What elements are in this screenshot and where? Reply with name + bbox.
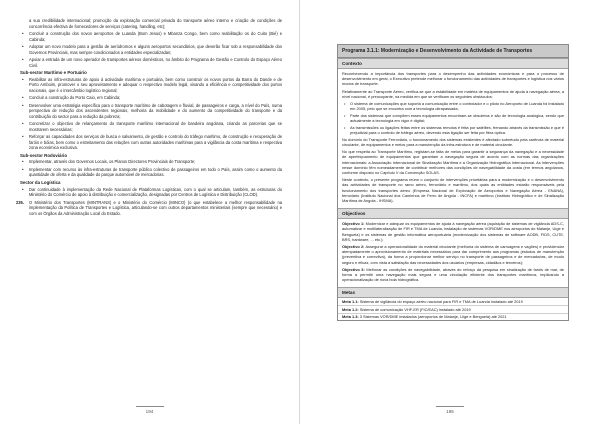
context-paragraph: No domínio do Transporte Ferroviário, o funcionamento dos sistemas existentes é afectado sobretudo pela carência de material circulante, de equipamentos e meios para a manutenção da infra-estrutura e de material circulante. [342,136,564,147]
context-paragraph: No que respeita ao Transporte Marítimo, registam-se falta de meios para garantir a segurança da navegação e a necessidade de aperfeiçoamento de equipamentos que garantam a navegação segura de acordo com as normas das organizações internacionais: a Associação Internacional de Sinalização Marítima e a Organização Hidrográfica Internacional. As intervenções nesse domínio têm nomeadamente de contribuir melhores das condições de navegabilidade da costa (em termos angolanos, conforme disposto no Capítulo V da Convenção SOLAS. [342,149,564,175]
objective-item: Objectivo 2: Assegurar a operacionalidade do material circulante (melhoria do sistema de carruagens e vagões) e providenciar atempadamente o aprovisionamento de materiais necessários para dar cumprimento aos programas (estudos de manutenção (preventiva e correctiva), da forma a proporcionar melhor serviço no transporte de passageiros e de mercadorias, de modo seguro e eficaz, com vista à satisfação das necessidades dos usuários (empresas, cidadãos e terceiros); [342,243,564,265]
section-heading-metas: Metas [338,287,568,298]
metas-list [338,298,568,320]
bullet-icon: • [22,56,24,62]
bullet-icon: • [22,166,24,172]
section-heading-contexto: Contexto [338,58,568,69]
bullet-icon: • [22,121,24,127]
bullet-item: • Adoptar um novo modelo para a gestão de aeródromos e alguns aeroportos secundários, que deverão ficar sob a responsabilidade dos Governos Provinciais, mas sempre condicionados a entidades especializadas; [22,43,282,55]
paragraph-text: O Ministério dos Transportes (MINTRANS) e o Ministério do Comércio (MINCO) (o que estabelece a melhor responsabilidade na implementação da Política de Transportes e Logística, articulando-se com outros departamentos ministeriais (sempre que necessário) e com os Órgãos da Administração Local do Estado. [29,199,282,216]
context-paragraph: Neste contexto, o presente programa reúne o conjunto de intervenções prioritárias para a modernização e o desenvolvimento das actividades de transporte no ramo aéreo, ferroviário e marítimo, dos quais as entidades estarão responsáveis pela funcionamento dos transportes aéreo (Empresa Nacional de Exploração de Aeroportos e Navegação Aérea - ENANA), ferroviário (Instituto Nacional dos Caminhos de Ferro de Angola - INCFA) e marítimo (Instituto Hidrográfico e de Sinalização Marítima de Angola - IHSMA). [342,177,564,203]
footer-rule [136,406,164,407]
meta-item: Meta 1.2: Sistema de comunicação VHF-ER (FIC/EAC) instalado até 2019 [338,306,568,314]
section-heading-objectivos: Objectivos [338,208,568,219]
right-page-footer [300,406,600,414]
context-bullet: • O sistema de comunicações que suporta a comunicação entre o controlador e o piloto no Aeroporto de Luanda foi instalado em 2005, pelo que se encontra com a tecnologia ultrapassada; [344,101,564,112]
bullet-icon: • [22,186,24,192]
intro-continuation: a sua credibilidade internacional; promoção da exploração comercial privada do transporte aéreo interno e criação de condições de concorrência efectiva de fornecedores de serviços (catering, handling, etc); [29,18,282,29]
meta-item: Meta 1.1: Sistema de vigilância do espaço aéreo nacional para FIR e TMA de Luanda instalado até 2019 [338,298,568,306]
context-bullet: • Parte dos sistemas que compõem esses equipamentos encontram-se obsoletos e são de tecnologia analógica, sendo que actualmente a tecnologia em vigor é digital; [344,112,564,124]
bullet-icon: • [344,124,346,130]
bullet-icon: • [22,95,24,101]
bullet-icon: • [22,76,24,82]
bullet-icon: • [344,112,346,118]
section-heading-maritimo: Sub-sector Marítimo e Portuário [20,70,87,76]
contexto-body [338,69,568,208]
context-paragraph: Reconhecendo a importância dos transportes para o desempenho das actividades económicas e para o processo de desenvolvimento em geral, o Executivo pretende melhorar o funcionamento das actividades de transportes e logística nos vários modos de transporte. [342,71,564,87]
program-box [337,44,569,321]
bullet-icon: • [22,159,24,165]
bullet-icon: • [22,134,24,140]
bullet-item: • Reforçar as capacidades dos serviços de busca e salvamento, de gestão e controlo do tráfego marítimo, de construção e recuperação de faróis e bóias, bem como o estreitamento das relações com outras autoridades marítimas para a vigilância da costa marítima e respectiva zona económica exclusiva. [22,134,282,151]
meta-item: Meta 1.3: 3 Sistemas VOR/DME instalados (aeroportos de Malanje, Uíge e Benguela) até 2021 [342,314,507,320]
bullet-icon: • [22,43,24,49]
objective-item: Objectivo 3: Melhorar as condições de navegabilidade, através do reforço da pesquisa em sinalização de faróis de mar, de forma a permitir uma navegação mais segura e uma circulação eficiente dos transportes marítimos, implicando a operacionalização de nova boia hidrográfica. [342,266,564,283]
context-paragraph: Relativamente ao Transporte Aéreo, verifica-se que a estabilidade em matéria de equipamentos de ajuda à navegação aérea, a nível nacional, é preocupante, na medida em que se verificam os seguintes obstáculos: [342,88,564,99]
bullet-item: • Reabilitar as infra-estruturas de apoio à actividade marítima e portuária, bem como construir os novos portos da Barra do Dande e de Porto Amboim, promover o seu aproveitamento e adequar o respectivo modelo legal, visando a eficiência e competitividade dos portos nacionais, que é o intercâmbio logístico regional; [22,76,282,93]
page-number: 195 [446,409,454,414]
bullet-item: • Concluir a construção do Porto Caio, em Cabinda; [22,95,121,101]
footer-rule [436,406,464,407]
bullet-item: • Implementar, através dos Governos Locais, os Planos Directores Provinciais de Transporte; [22,159,196,165]
paragraph-number: 235. [16,199,24,205]
bullet-item: • Implementar com recurso às infra-estruturas de transporte público colectivo de passageiros em todo o País, assim como o aumento da quantidade de oferta e da qualidade do parque automóvel de mercadorias. [22,166,282,178]
context-bullet: • As transmissões ou ligações feitas entre os sistemas remotos é feita por satélites, frenando através da transmissão e que é prejudicial para o controlo de tráfego aéreo, devendo esta ligação ser feita por fibra óptica. [344,124,564,136]
bullet-item: • Concluir a construção dos novos aeroportos de Luanda (Bom Jesus) e Mbanza Congo, bem como reabilitação os do Cuito (Bié) e Cabinda; [22,30,282,42]
section-heading-logistica: Sector da Logística [20,180,61,186]
bullet-item: • Dar continuidade à implementação da Rede Nacional de Plataformas Logísticas, com o qual se articulam, também, as estruturas do Ministério do Comércio de apoio à distribuição e comercialização, designadas por Centros de Logística e Distribuição (CLOD). [22,186,282,198]
bullet-item: • Concretizar o objectivo de relançamento do transporte marítimo internacional de bandeira angolana, criando as parcerias que se mostrarem necessárias; [22,121,282,132]
objective-item: Objectivo 1: Modernizar e adequar os equipamentos de ajuda à navegação aérea (aquisição de sistemas de vigilância ADS-C, automatizar e multilateralização de FIR e TMA de Luanda, instalação de sistemas VOR/DME nos aeroportos do Malanje, Uíge e Benguela) e os sistemas de gestão informática aeroportuária (modernização dos sistemas de software AODB, FIDS, CUTE, BRS, hardware, ... etc.); [342,221,564,242]
bullet-icon: • [22,102,24,108]
bullet-icon: • [22,30,24,36]
objectivos-body [338,219,568,287]
left-page-footer [0,406,299,414]
bullet-item: • Desenvolver uma estratégia específica para o transporte marítimo de cabotagem e fluvial, de passageiros e carga, a nível do País, numa perspectiva de redução dos ascendentes regionais, melhoria da mobilidade e do aumento da competitividade do transporte e da contribuição do sector para a redução da pobreza; [22,102,282,119]
section-heading-rodoviario: Sub-sector Rodoviário [20,152,68,158]
page-number: 194 [145,409,154,414]
program-title: Programa 3.1.1: Modernização e Desenvolvimento da Actividade de Transportes [338,45,568,58]
left-page-content [16,18,282,216]
bullet-item: • Apoiar a entrada de um novo operador de transportes aéreos domésticos, no âmbito do Programa de Gestão e Controlo do Espaço Aéreo Civil. [22,56,282,68]
bullet-icon: • [344,101,346,107]
numbered-paragraph [16,199,282,217]
